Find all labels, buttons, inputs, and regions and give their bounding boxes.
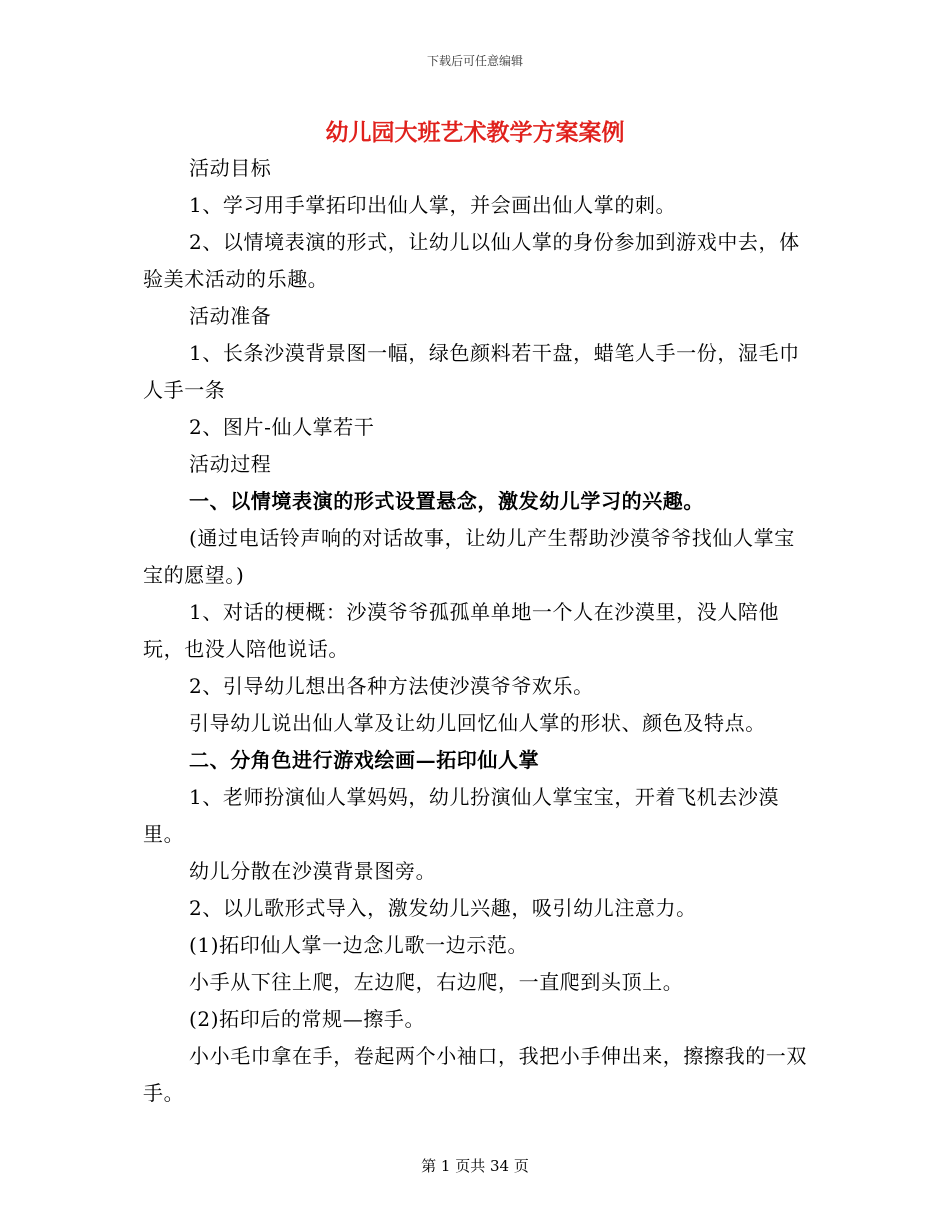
page-footer: 第 1 页共 34 页 bbox=[421, 1157, 529, 1175]
paragraph: 1、长条沙漠背景图一幅，绿色颜料若干盘，蜡笔人手一份，湿毛巾人手一条 bbox=[143, 341, 800, 402]
paragraph: 2、图片-仙人掌若干 bbox=[189, 415, 375, 439]
paragraph: 1、老师扮演仙人掌妈妈，幼儿扮演仙人掌宝宝，开着飞机去沙漠里。 bbox=[143, 785, 780, 846]
paragraph: 引导幼儿说出仙人掌及让幼儿回忆仙人掌的形状、颜色及特点。 bbox=[189, 711, 766, 735]
section-heading-goals: 活动目标 bbox=[189, 156, 272, 180]
bold-heading-step-one: 一、以情境表演的形式设置悬念，激发幼儿学习的兴趣。 bbox=[189, 489, 704, 513]
section-heading-preparation: 活动准备 bbox=[189, 304, 272, 328]
paragraph: (2)拓印后的常规—擦手。 bbox=[189, 1007, 426, 1031]
document-body bbox=[143, 150, 808, 1112]
paragraph: 2、引导幼儿想出各种方法使沙漠爷爷欢乐。 bbox=[189, 674, 594, 698]
paragraph: (通过电话铃声响的对话故事，让幼儿产生帮助沙漠爷爷找仙人掌宝宝的愿望。) bbox=[143, 526, 795, 587]
paragraph: 1、对话的梗概：沙漠爷爷孤孤单单地一个人在沙漠里，没人陪他玩，也没人陪他说话。 bbox=[143, 600, 780, 661]
header-note: 下载后可任意编辑 bbox=[426, 54, 523, 68]
section-heading-process: 活动过程 bbox=[189, 452, 272, 476]
paragraph: 2、以情境表演的形式，让幼儿以仙人掌的身份参加到游戏中去，体验美术活动的乐趣。 bbox=[143, 230, 800, 291]
bold-heading-step-two: 二、分角色进行游戏绘画—拓印仙人掌 bbox=[189, 748, 540, 772]
paragraph: 1、学习用手掌拓印出仙人掌，并会画出仙人掌的刺。 bbox=[189, 193, 677, 217]
paragraph: 2、以儿歌形式导入，激发幼儿兴趣，吸引幼儿注意力。 bbox=[189, 896, 697, 920]
document-title: 幼儿园大班艺术教学方案案例 bbox=[325, 119, 625, 146]
paragraph: 小小毛巾拿在手，卷起两个小袖口，我把小手伸出来，擦擦我的一双手。 bbox=[143, 1044, 807, 1105]
paragraph: (1)拓印仙人掌一边念儿歌一边示范。 bbox=[189, 933, 529, 957]
paragraph: 小手从下往上爬，左边爬，右边爬，一直爬到头顶上。 bbox=[189, 970, 684, 994]
paragraph: 幼儿分散在沙漠背景图旁。 bbox=[189, 859, 437, 883]
